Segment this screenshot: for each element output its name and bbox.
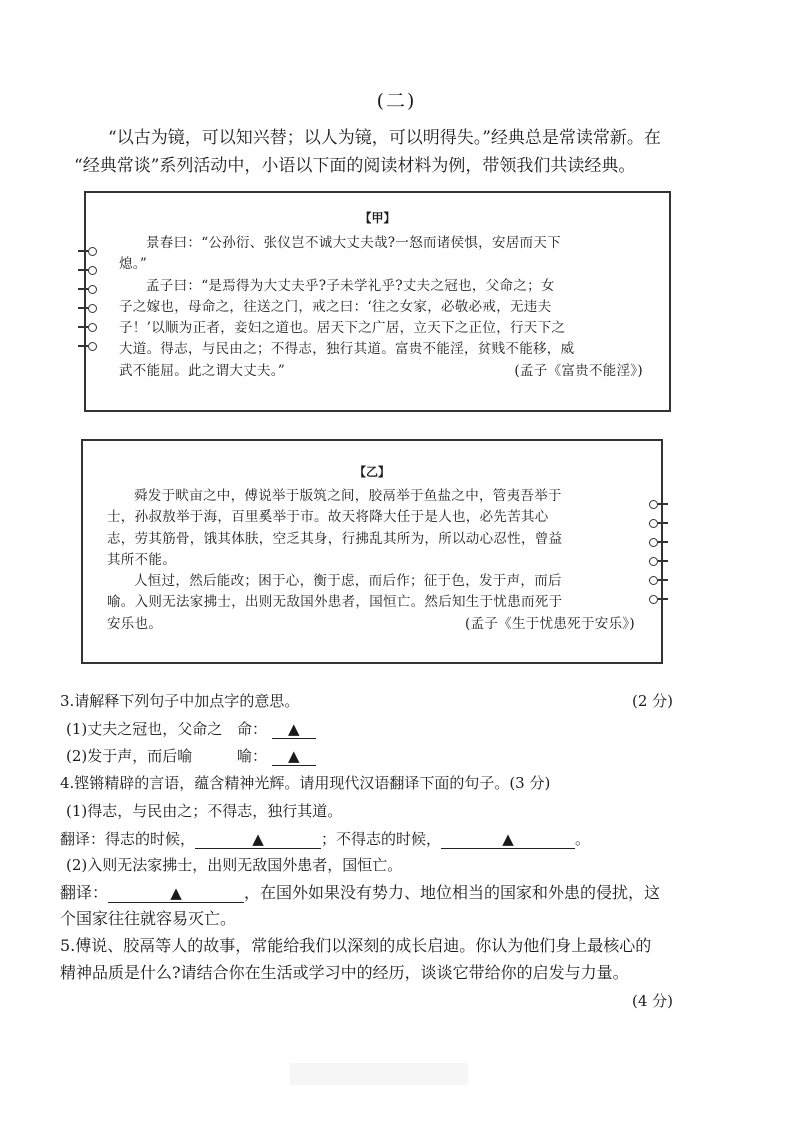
passage-yi-label: 【乙】 — [353, 465, 390, 479]
passage-yi-box — [81, 439, 663, 664]
text-line-with-source — [119, 361, 643, 382]
q3-item-2-text: (2)发于声，而后喻 — [66, 747, 193, 765]
q4-item-2-translation — [60, 882, 660, 904]
text-line: 子！’以顺为正者，妾妇之道也。居天下之广居，立天下之正位，行天下之 — [119, 320, 566, 337]
binder-ring-icon — [88, 285, 97, 294]
text-line: 安乐也。 — [107, 615, 163, 632]
intro-paragraph — [74, 124, 758, 180]
text-line: 景春曰：“公孙衍、张仪岂不诚大丈夫哉?一怒而诸侯惧，安居而天下 — [146, 235, 561, 251]
translation-prefix: 翻译：得志的时候， — [60, 830, 196, 848]
q4-item-2-text: (2)入则无法家拂士，出则无敌国外患者，国恒亡。 — [66, 856, 403, 874]
q4-stem: 4.铿锵精辟的言语，蕴含精神光辉。请用现代汉语翻译下面的句子。(3 分) — [60, 774, 551, 792]
binder-ring-icon — [88, 266, 97, 275]
scan-smudge — [290, 1063, 468, 1085]
q3-item-1 — [66, 718, 316, 740]
binder-ring-icon — [649, 500, 658, 509]
intro-line: “经典常谈”系列活动中，小语以下面的阅读材料为例，带领我们共读经典。 — [74, 156, 636, 176]
q5-line: 精神品质是什么?请结合你在生活或学习中的经历，谈谈它带给你的启发与力量。 — [60, 963, 629, 982]
q3-item-1-word: 命： — [237, 720, 268, 738]
q5-score: (4 分) — [632, 992, 674, 1010]
text-line: 其所不能。 — [107, 551, 176, 568]
text-line: 人恒过，然后能改；困于心，衡于虑，而后作；征于色，发于声，而后 — [134, 573, 562, 590]
text-line: 志，劳其筋骨，饿其体肤，空乏其身，行拂乱其所为，所以动心忍性，曾益 — [107, 530, 563, 547]
translation-suffix: ，在国外如果没有势力、地位相当的国家和外患的侵扰，这 — [244, 883, 661, 902]
q4-item-1-translation — [60, 828, 590, 850]
binder-ring-icon — [649, 538, 658, 547]
q4-item-1-text: (1)得志，与民由之；不得志，独行其道。 — [66, 802, 343, 820]
binder-ring-icon — [649, 557, 658, 566]
passage-source: (孟子《富贵不能淫》) — [514, 362, 643, 379]
translation-mid: ；不得志的时候， — [321, 830, 442, 848]
text-line: 子之嫁也，母命之，往送之门，戒之曰：‘往之女家，必敬必戒，无违夫 — [119, 298, 552, 315]
answer-blank[interactable]: ▲ — [195, 830, 321, 849]
passage-yi-text — [107, 486, 635, 635]
binder-ring-icon — [88, 342, 97, 351]
text-line: 大道。得志，与民由之；不得志，独行其道。富贵不能淫，贫贱不能移，威 — [119, 341, 575, 358]
q3-item-1-text: (1)丈夫之冠也，父命之 — [66, 720, 223, 738]
q4-item-2-translation-line2: 个国家往往就容易灭亡。 — [60, 909, 237, 928]
intro-line: “以古为镜，可以知兴替；以人为镜，可以明得失。”经典总是常读常新。在 — [108, 128, 661, 148]
text-line: 士，孙叔敖举于海，百里奚举于市。故天将降大任于是人也，必先苦其心 — [107, 509, 549, 526]
binder-ring-icon — [649, 519, 658, 528]
text-line: 喻。入则无法家拂士，出则无敌国外患者，国恒亡。然后知生于忧患而死于 — [107, 594, 563, 611]
text-line: 武不能屈。此之谓大丈夫。” — [119, 362, 286, 379]
passage-jia-box — [84, 191, 671, 412]
passage-jia-label: 【甲】 — [359, 211, 396, 225]
answer-blank[interactable]: ▲ — [272, 720, 316, 739]
answer-blank[interactable]: ▲ — [108, 884, 244, 903]
text-line-with-source — [107, 614, 635, 635]
binder-ring-icon — [88, 247, 97, 256]
text-line: 孟子曰：“是焉得为大丈夫乎?子未学礼乎?丈夫之冠也，父命之；女 — [146, 277, 555, 294]
q3-item-2-word: 喻： — [237, 747, 268, 765]
translation-end: 。 — [575, 830, 591, 848]
q3-score: (2 分) — [632, 692, 674, 710]
text-line: 熄。” — [119, 256, 148, 273]
section-title: (二) — [376, 90, 417, 112]
binder-ring-icon — [88, 323, 97, 332]
passage-jia-text — [119, 233, 643, 382]
binder-ring-icon — [88, 304, 97, 313]
answer-blank[interactable]: ▲ — [441, 830, 575, 849]
q3-item-2 — [66, 745, 316, 767]
answer-blank[interactable]: ▲ — [272, 747, 316, 766]
binder-ring-icon — [649, 595, 658, 604]
translation-prefix: 翻译： — [60, 883, 109, 902]
q3-stem: 3.请解释下列句子中加点字的意思。 — [60, 692, 300, 710]
passage-source: (孟子《生于忧患死于安乐》) — [465, 615, 635, 632]
text-line: 舜发于畎亩之中，傅说举于版筑之间，胶鬲举于鱼盐之中，管夷吾举于 — [134, 488, 562, 504]
q5-line: 5.傅说、胶鬲等人的故事，常能给我们以深刻的成长启迪。你认为他们身上最核心的 — [60, 936, 652, 955]
binder-ring-icon — [649, 576, 658, 585]
